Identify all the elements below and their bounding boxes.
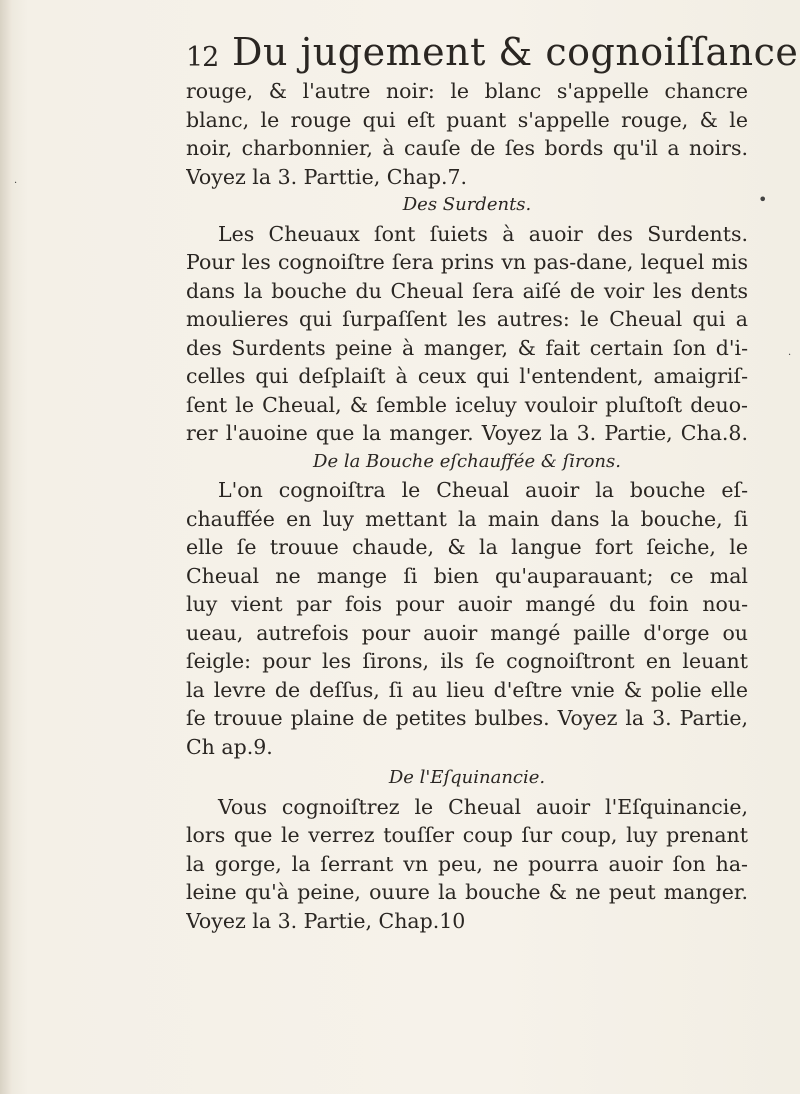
page-header: [186, 30, 799, 80]
text-line: luy vient par fois pour auoir mangé du foin nou-: [186, 592, 748, 616]
section-heading: De la Bouche eſchauffée & ſirons.: [313, 450, 621, 472]
page-gutter: [0, 0, 12, 1094]
text-line: rer l'auoine que la manger. Voyez la 3. Partie, Cha.8.: [186, 421, 748, 445]
text-line: Cheual ne mange ſi bien qu'auparauant; ce mal: [186, 563, 748, 588]
text-line: la levre de deſſus, ſi au lieu d'eſtre vnie & polie elle: [186, 677, 748, 702]
text-line: leine qu'à peine, ouure la bouche & ne peut manger.: [186, 880, 748, 904]
text-line: ſent le Cheual, & ſemble iceluy vouloir pluſtoſt deuo-: [186, 392, 748, 417]
section-heading: Des Surdents.: [402, 194, 532, 215]
running-title: Du jugement & cognoiſſance: [232, 30, 799, 74]
text-line: rouge, & l'autre noir: le blanc s'appelle chancre: [186, 79, 748, 103]
section-heading: De l'Eſquinancie.: [388, 767, 546, 788]
text-block: [186, 77, 748, 935]
text-line: lors que le verrez touſſer coup ſur coup, luy prenant: [186, 823, 748, 847]
text-line: des Surdents peine à manger, & fait certain ſon d'i-: [186, 335, 748, 360]
text-line: Voyez la 3. Partie, Chap.10: [186, 908, 466, 933]
text-line: ſe trouue plaine de petites bulbes. Voyez la 3. Partie,: [186, 706, 748, 730]
text-line: chauffée en luy mettant la main dans la bouche, ſi: [186, 506, 748, 531]
ink-speck: ·: [14, 178, 18, 189]
text-line: Pour les cognoiſtre ſera prins vn pas-dane, lequel mis: [186, 250, 748, 274]
text-line: moulieres qui ſurpaſſent les autres: le Cheual qui a: [186, 307, 748, 331]
text-line: Les Cheuaux ſont ſuiets à auoir des Surdents.: [218, 221, 748, 246]
text-line: L'on cognoiſtra le Cheual auoir la bouche eſ-: [218, 478, 748, 502]
text-line: celles qui deſplaiſt à ceux qui l'entendent, amaigriſ-: [186, 364, 748, 388]
text-line: blanc, le rouge qui eſt puant s'appelle rouge, & le: [186, 107, 748, 132]
text-line: ueau, autrefois pour auoir mangé paille d'orge ou: [186, 620, 748, 645]
text-line: dans la bouche du Cheual ſera aiſé de voir les dents: [186, 278, 748, 303]
text-line: la gorge, la ſerrant vn peu, ne pourra auoir ſon ha-: [186, 851, 748, 876]
text-line: elle ſe trouue chaude, & la langue fort ſeiche, le: [186, 535, 748, 559]
text-line: Vous cognoiſtrez le Cheual auoir l'Eſquinancie,: [218, 794, 748, 819]
text-line: Ch ap.9.: [186, 734, 273, 759]
text-line: Voyez la 3. Parttie, Chap.7.: [186, 164, 468, 189]
text-line: ſeigle: pour les ſirons, ils ſe cognoiſtront en leuant: [186, 649, 748, 673]
text-line: noir, charbonnier, à cauſe de ſes bords qu'il a noirs.: [186, 136, 748, 160]
ink-speck: •: [758, 190, 768, 209]
ink-speck: ·: [788, 350, 792, 361]
page-number: 12: [186, 42, 219, 73]
